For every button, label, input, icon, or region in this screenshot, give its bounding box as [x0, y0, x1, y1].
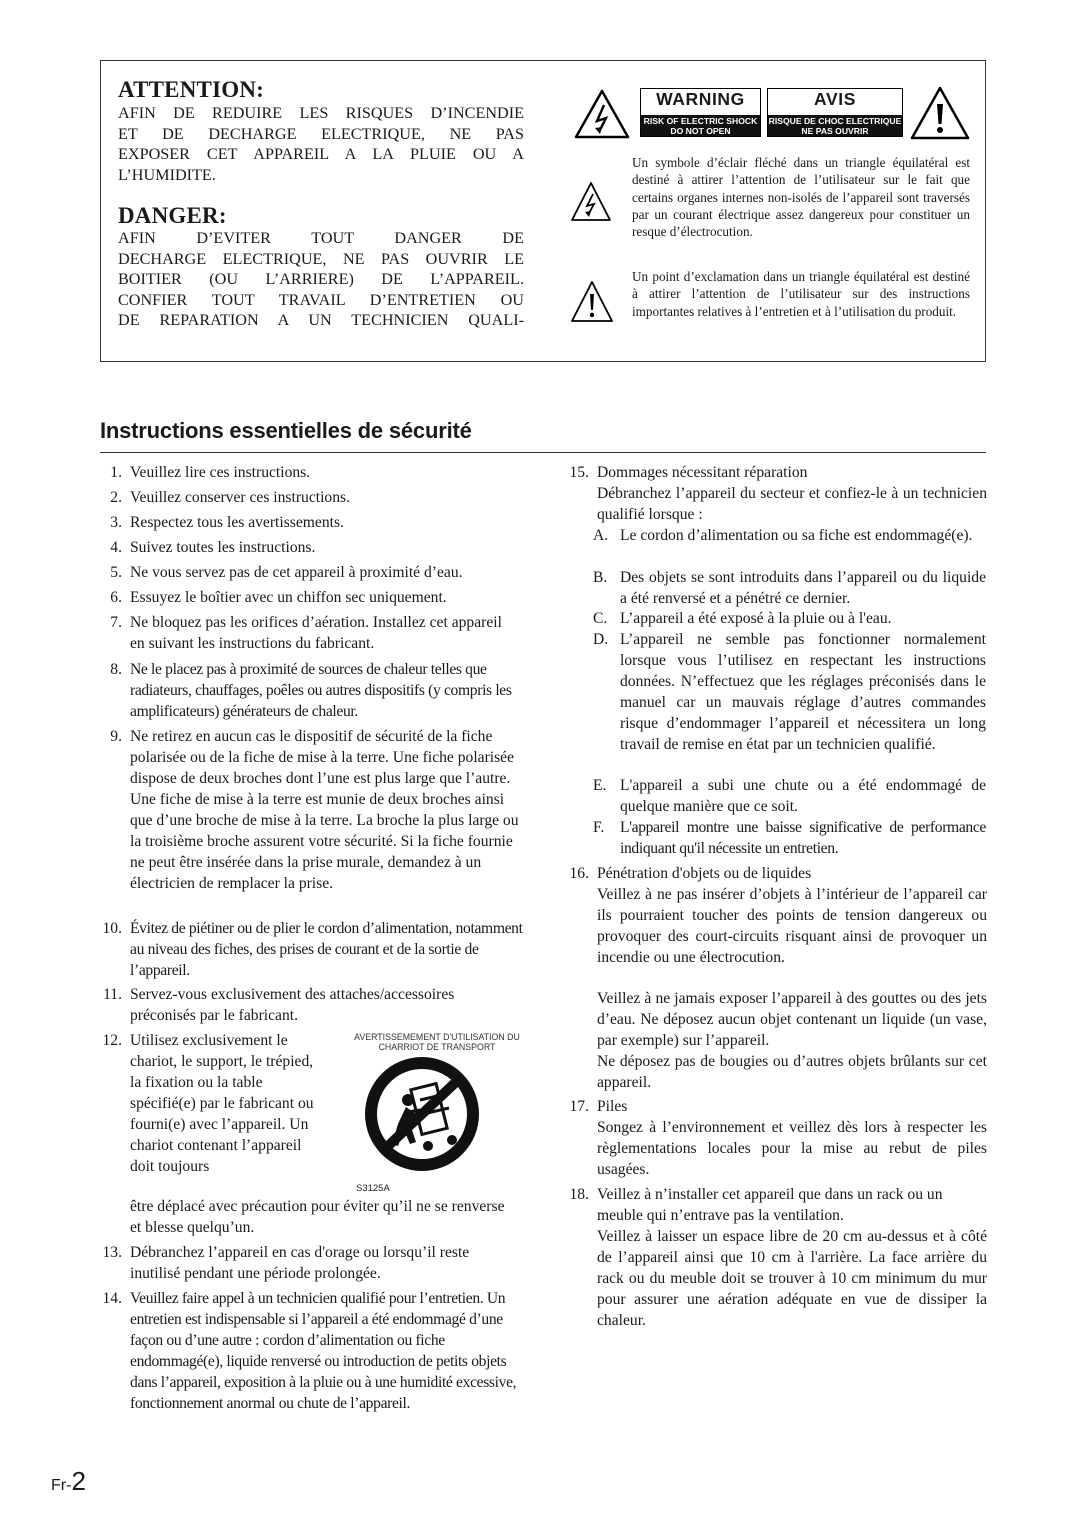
avis-sign-subtitle: RISQUE DE CHOC ELECTRIQUE NE PAS OUVRIR [768, 115, 902, 136]
page-number: Fr-2 [51, 1466, 86, 1496]
attention-text: AFIN DE REDUIRE LES RISQUES D’INCENDIE ET DE DECHARGE ELECTRIQUE, NE PAS EXPOSER CET APPAREIL A LA PLUIE OU A L’HUMIDITE. [118, 104, 524, 184]
cart-warning-code: S3125A [356, 1183, 390, 1194]
section-divider [100, 452, 986, 453]
avis-sign-title: AVIS [814, 89, 856, 109]
exclamation-symbol-text: Un point d’exclamation dans un triangle équilatéral est destiné à attirer l’attention de l’utilisateur sur des instructions importantes relatives à l’entretien et à l’utilisation du produit. [632, 269, 970, 319]
cart-warning-caption: AVERTISSEMEMENT D'UTILISATION DU CHARRIOT DE TRANSPORT [354, 1032, 520, 1052]
lightning-symbol-icon [569, 180, 613, 224]
warning-sign-subtitle: RISK OF ELECTRIC SHOCK DO NOT OPEN [641, 115, 760, 136]
attention-title: ATTENTION: [118, 77, 264, 102]
lightning-triangle-icon [573, 88, 631, 140]
warning-sign-title: WARNING [656, 89, 745, 109]
exclamation-symbol-icon [569, 279, 615, 325]
avis-sign [767, 88, 903, 137]
exclamation-triangle-icon [909, 85, 971, 141]
danger-text: AFIN D’EVITER TOUT DANGER DE DECHARGE ELECTRIQUE, NE PAS OUVRIR LE BOITIER (OU L’ARRIERE) DE L’APPAREIL. CONFIER TOUT TRAVAIL D’ENTRETIEN OU DE REPARATION A UN TECHNICIEN QUALI- [118, 229, 524, 329]
danger-title: DANGER: [118, 203, 227, 228]
warning-sign [640, 88, 761, 137]
lightning-symbol-text: Un symbole d’éclair fléché dans un triangle équilatéral est destiné à attirer l’attention de l’utilisateur sur le fait que certains organes internes non-isolés de l’appareil sont traversés par un courant électrique assez dangereux pour constituer un resque d’électrocution. [632, 155, 970, 240]
cart-tip-over-icon [362, 1052, 482, 1176]
section-title: Instructions essentielles de sécurité [100, 418, 472, 443]
